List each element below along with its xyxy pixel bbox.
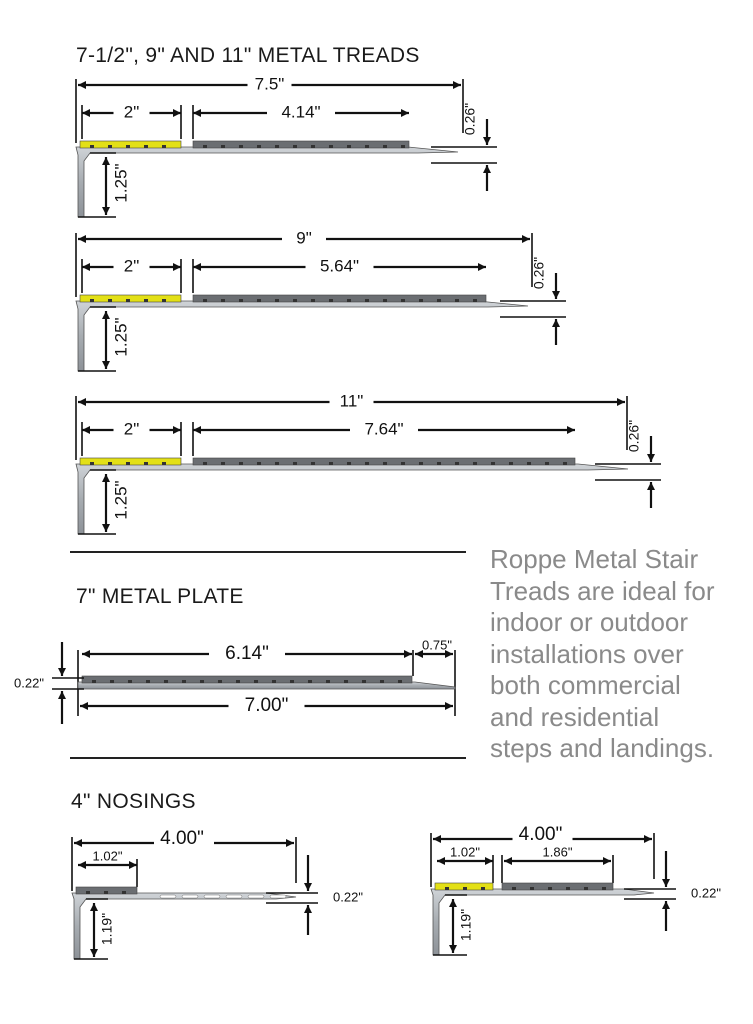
abrasive-grit-strip-groove [527,462,531,465]
abrasive-grit-strip-groove [221,462,225,465]
abrasive-grit-strip-groove [401,145,405,148]
abrasive-grit-strip-groove [329,145,333,148]
abrasive-grit-strip-groove [290,680,294,683]
slot [204,895,220,898]
insert-dimension-label: 2" [123,102,140,122]
tread-body [76,301,528,371]
abrasive-grit-strip-groove [344,680,348,683]
abrasive-grit-strip-groove [257,145,261,148]
abrasive-grit-strip-groove [362,680,366,683]
abrasive-grit-strip-groove [218,680,222,683]
abrasive-grit-strip-groove [401,462,405,465]
abrasive-grit-strip-groove [326,680,330,683]
gray-insert-groove [104,891,108,894]
description-line: indoor or outdoor [490,607,689,637]
abrasive-grit-strip-groove [347,462,351,465]
tread-body [76,147,458,217]
abrasive-grit-strip-groove [257,299,261,302]
abrasive-grit-strip-groove [293,462,297,465]
abrasive-grit-strip-groove [293,299,297,302]
abrasive-grit-strip [502,883,613,890]
nosing-1 [72,828,363,959]
tread-3 [76,391,661,534]
abrasive-grit-strip-groove [254,680,258,683]
abrasive-grit-strip-groove [491,462,495,465]
abrasive-grit-strip-groove [398,680,402,683]
tread-body [76,464,628,534]
description-line: Treads are ideal for [490,575,715,606]
abrasive-grit-strip-groove [236,680,240,683]
abrasive-grit-strip-groove [311,462,315,465]
abrasive-grit-strip-groove [203,462,207,465]
description-line: Roppe Metal Stair [490,544,699,574]
thickness-label: 0.22" [333,889,363,905]
abrasive-grit-strip-groove [311,145,315,148]
description-line: both commercial [490,670,681,700]
abrasive-grit-strip-groove [365,462,369,465]
yellow-insert-groove [108,462,112,465]
thickness-label: 0.26" [625,419,642,453]
description-line: installations over [490,638,684,669]
abrasive-grit-strip-groove [203,299,207,302]
abrasive-grit-strip-groove [419,462,423,465]
abrasive-grit-strip-groove [275,145,279,148]
abrasive-grit-strip-groove [380,680,384,683]
abrasive-grit-strip-groove [329,299,333,302]
yellow-insert-groove [126,462,130,465]
grit-dimension-label: 1.86" [542,844,573,860]
description-line: steps and landings. [490,733,715,763]
abrasive-grit-strip-groove [221,145,225,148]
yellow-insert-groove [144,145,148,148]
yellow-insert-groove [162,145,166,148]
yellow-insert-groove [90,462,94,465]
abrasive-grit-strip-groove [182,680,186,683]
yellow-insert-groove [144,299,148,302]
abrasive-grit-strip-groove [566,887,570,890]
abrasive-grit-strip-groove [347,299,351,302]
slot [248,895,264,898]
overall-dimension-label: 9" [296,228,312,248]
yellow-insert-groove [162,299,166,302]
abrasive-grit-strip-groove [437,462,441,465]
abrasive-grit-strip-groove [200,680,204,683]
yellow-insert-groove [162,462,166,465]
abrasive-grit-strip-groove [203,145,207,148]
gray-insert-groove [86,891,90,894]
yellow-insert-groove [108,299,112,302]
abrasive-grit-strip-groove [239,462,243,465]
tread-1 [76,74,497,217]
thickness-label: 0.22" [691,885,721,901]
overall-dimension-label: 7.00" [244,695,289,717]
insert-dimension-label: 2" [123,256,140,276]
yellow-insert-groove [108,145,112,148]
thickness-label: 0.26" [461,102,478,136]
slot [270,895,286,898]
thickness-label: 0.22" [14,675,44,691]
abrasive-grit-strip-groove [311,299,315,302]
abrasive-grit-strip-groove [275,462,279,465]
nose-height-label: 1.25" [111,317,131,357]
yellow-insert-groove [126,299,130,302]
abrasive-grit-strip [193,295,486,302]
plate-section-title: 7" METAL PLATE [76,585,244,608]
abrasive-grit-strip-groove [383,462,387,465]
nose-height-label: 1.25" [111,163,131,203]
yellow-insert-groove [144,462,148,465]
abrasive-grit-strip-groove [329,462,333,465]
abrasive-grit-strip-groove [164,680,168,683]
nosing-2 [431,824,721,955]
metal-plate-diagram [14,637,455,724]
abrasive-grit-strip-groove [401,299,405,302]
overall-dimension-label: 7.5" [254,74,285,94]
abrasive-grit-strip-groove [257,462,261,465]
treads-section-title: 7-1/2", 9" AND 11" METAL TREADS [76,44,420,67]
insert-dimension-label: 1.02" [450,844,480,860]
overall-dimension-label: 4.00" [160,828,204,850]
abrasive-grit-strip-groove [347,145,351,148]
abrasive-grit-strip-groove [545,462,549,465]
grit-dimension-label: 4.14" [281,102,321,122]
abrasive-grit-strip-groove [548,887,552,890]
overall-dimension-label: 4.00" [518,824,563,846]
yellow-insert-groove [481,887,485,890]
abrasive-grit-strip-groove [128,680,132,683]
abrasive-grit-strip-groove [275,299,279,302]
yellow-insert-groove [126,145,130,148]
taper-dimension-label: 0.75" [422,637,452,653]
thickness-label: 0.26" [530,256,547,290]
abrasive-grit-strip-groove [509,462,513,465]
yellow-insert-groove [90,145,94,148]
abrasive-grit-strip-groove [455,299,459,302]
abrasive-grit-strip-groove [221,299,225,302]
abrasive-grit-strip-groove [602,887,606,890]
abrasive-grit-strip-groove [308,680,312,683]
abrasive-grit-strip-groove [455,462,459,465]
description-line: and residential [490,701,660,732]
abrasive-grit-strip-groove [512,887,516,890]
abrasive-grit-strip [193,141,409,148]
grit-dimension-label: 6.14" [225,643,269,665]
gray-insert-groove [122,891,126,894]
abrasive-grit-strip-groove [146,680,150,683]
abrasive-grit-strip-groove [383,145,387,148]
abrasive-grit-strip-groove [473,462,477,465]
abrasive-grit-strip-groove [437,299,441,302]
slot [160,895,176,898]
abrasive-grit-strip-groove [563,462,567,465]
tread-2 [76,228,566,371]
slot [226,895,242,898]
abrasive-grit-strip-groove [365,299,369,302]
abrasive-grit-strip-groove [530,887,534,890]
yellow-insert-groove [463,887,467,890]
grit-dimension-label: 5.64" [319,256,360,276]
slot [182,895,198,898]
abrasive-grit-strip-groove [272,680,276,683]
abrasive-grit-strip-groove [383,299,387,302]
grit-dimension-label: 7.64" [364,419,404,439]
yellow-insert-groove [90,299,94,302]
nose-height-label: 1.25" [111,480,131,520]
abrasive-grit-strip-groove [92,680,96,683]
abrasive-grit-strip-groove [419,299,423,302]
abrasive-grit-strip-groove [584,887,588,890]
insert-dimension-label: 2" [123,419,140,439]
abrasive-grit-strip-groove [473,299,477,302]
nosings-section-title: 4" NOSINGS [71,790,196,813]
abrasive-grit-strip-groove [239,299,243,302]
abrasive-grit-strip-groove [293,145,297,148]
insert-dimension-label: 1.02" [92,848,123,864]
abrasive-grit-strip-groove [365,145,369,148]
overall-dimension-label: 11" [339,391,364,411]
nose-height-label: 1.19" [457,908,474,942]
metal-treads-diagrams [76,74,661,534]
nose-height-label: 1.19" [98,912,115,946]
yellow-insert-groove [445,887,449,890]
nosings-diagrams [72,824,721,959]
abrasive-grit-strip-groove [239,145,243,148]
abrasive-grit-strip-groove [110,680,114,683]
